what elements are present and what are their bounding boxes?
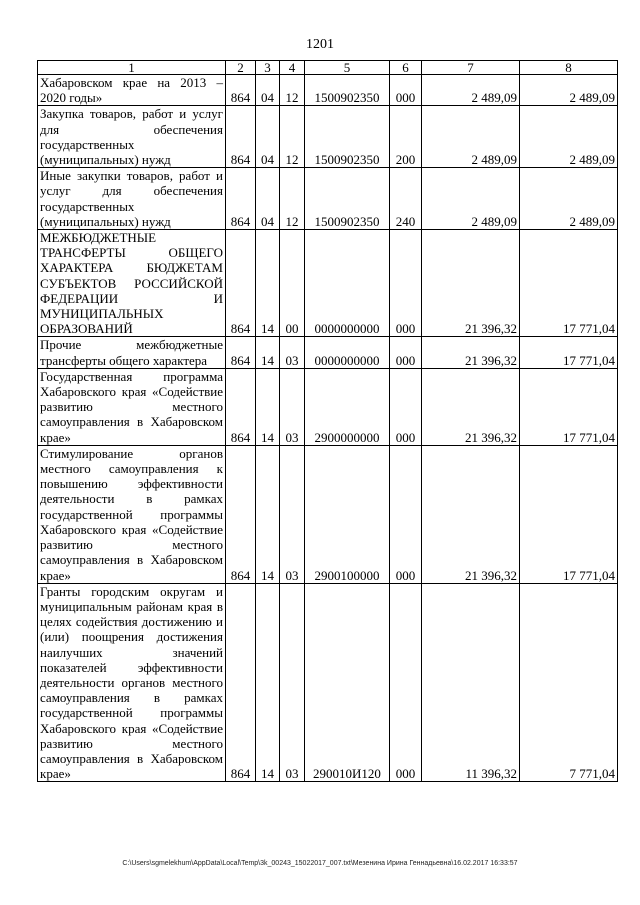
row-sum2: 2 489,09 (520, 106, 618, 168)
row-csr: 1500902350 (305, 75, 390, 106)
row-pr: 12 (280, 106, 305, 168)
row-csr: 2900000000 (305, 368, 390, 445)
page-number: 1201 (306, 37, 334, 52)
row-csr: 1500902350 (305, 168, 390, 230)
row-sum1: 21 396,32 (422, 337, 520, 368)
row-rz: 14 (256, 230, 280, 337)
table-row (38, 368, 618, 445)
table-row (38, 106, 618, 168)
row-sum2: 2 489,09 (520, 75, 618, 106)
row-vr: 240 (390, 168, 422, 230)
row-sum1: 2 489,09 (422, 106, 520, 168)
table-row (38, 230, 618, 337)
table-row (38, 445, 618, 583)
col-header-vr: 6 (390, 61, 422, 75)
col-header-sum2: 8 (520, 61, 618, 75)
row-csr: 2900100000 (305, 445, 390, 583)
row-csr: 0000000000 (305, 337, 390, 368)
row-name: Стимулирование органов местного самоуправления к повышению эффективности деятельности в рамках государственной программы Хабаровского края «Содействие развитию местного самоуправления в Хабаровском крае» (38, 445, 226, 583)
row-name: МЕЖБЮДЖЕТНЫЕ ТРАНСФЕРТЫ ОБЩЕГО ХАРАКТЕРА БЮДЖЕТАМ СУБЪЕКТОВ РОССИЙСКОЙ ФЕДЕРАЦИИ И МУНИЦИПАЛЬНЫХ ОБРАЗОВАНИЙ (38, 230, 226, 337)
row-rz: 04 (256, 168, 280, 230)
row-pr: 03 (280, 368, 305, 445)
row-pr: 12 (280, 75, 305, 106)
col-header-sum1: 7 (422, 61, 520, 75)
row-grbs: 864 (226, 106, 256, 168)
row-rz: 04 (256, 75, 280, 106)
row-sum2: 17 771,04 (520, 368, 618, 445)
row-sum1: 11 396,32 (422, 583, 520, 782)
row-sum1: 2 489,09 (422, 75, 520, 106)
row-grbs: 864 (226, 75, 256, 106)
row-name: Государственная программа Хабаровского края «Содействие развитию местного самоуправления в Хабаровском крае» (38, 368, 226, 445)
row-vr: 000 (390, 445, 422, 583)
row-name: Закупка товаров, работ и услуг для обеспечения государственных (муниципальных) нужд (38, 106, 226, 168)
table-header-row (38, 61, 618, 75)
row-pr: 03 (280, 337, 305, 368)
row-name: Гранты городским округам и муниципальным районам края в целях содействия достижению и (или) поощрения достижения наилучших значений показателей эффективности деятельности органов местного самоуправления в рамках государственной программы Хабаровского края «Содействие развитию местного самоуправления в Хабаровском крае» (38, 583, 226, 782)
row-name: Хабаровском крае на 2013 – 2020 годы» (38, 75, 226, 106)
row-sum2: 7 771,04 (520, 583, 618, 782)
row-vr: 000 (390, 337, 422, 368)
row-grbs: 864 (226, 445, 256, 583)
col-header-name: 1 (38, 61, 226, 75)
row-grbs: 864 (226, 337, 256, 368)
row-csr: 1500902350 (305, 106, 390, 168)
row-grbs: 864 (226, 583, 256, 782)
table-row (38, 337, 618, 368)
row-rz: 04 (256, 106, 280, 168)
row-sum2: 17 771,04 (520, 337, 618, 368)
row-pr: 03 (280, 445, 305, 583)
row-sum2: 17 771,04 (520, 230, 618, 337)
row-name: Иные закупки товаров, работ и услуг для обеспечения государственных (муниципальных) нужд (38, 168, 226, 230)
row-vr: 000 (390, 230, 422, 337)
row-vr: 000 (390, 368, 422, 445)
col-header-pr: 4 (280, 61, 305, 75)
row-rz: 14 (256, 368, 280, 445)
table-row (38, 75, 618, 106)
row-sum1: 21 396,32 (422, 445, 520, 583)
row-vr: 000 (390, 75, 422, 106)
col-header-csr: 5 (305, 61, 390, 75)
row-grbs: 864 (226, 368, 256, 445)
row-rz: 14 (256, 337, 280, 368)
col-header-grbs: 2 (226, 61, 256, 75)
row-rz: 14 (256, 583, 280, 782)
table-row (38, 583, 618, 782)
row-rz: 14 (256, 445, 280, 583)
col-header-rz: 3 (256, 61, 280, 75)
row-sum1: 21 396,32 (422, 230, 520, 337)
row-sum1: 21 396,32 (422, 368, 520, 445)
row-sum1: 2 489,09 (422, 168, 520, 230)
row-name: Прочие межбюджетные трансферты общего характера (38, 337, 226, 368)
row-csr: 290010И120 (305, 583, 390, 782)
budget-table (37, 60, 618, 782)
document-path-footer: C:\Users\sgmelekhum\AppData\Local\Temp\3k_00243_15022017_007.txt\Мезенина Ирина Геннадьевна\16.02.2017 16:33:57 (122, 860, 518, 867)
row-grbs: 864 (226, 230, 256, 337)
row-sum2: 2 489,09 (520, 168, 618, 230)
row-vr: 000 (390, 583, 422, 782)
table-row (38, 168, 618, 230)
row-csr: 0000000000 (305, 230, 390, 337)
row-pr: 03 (280, 583, 305, 782)
row-sum2: 17 771,04 (520, 445, 618, 583)
row-pr: 00 (280, 230, 305, 337)
row-vr: 200 (390, 106, 422, 168)
row-pr: 12 (280, 168, 305, 230)
row-grbs: 864 (226, 168, 256, 230)
